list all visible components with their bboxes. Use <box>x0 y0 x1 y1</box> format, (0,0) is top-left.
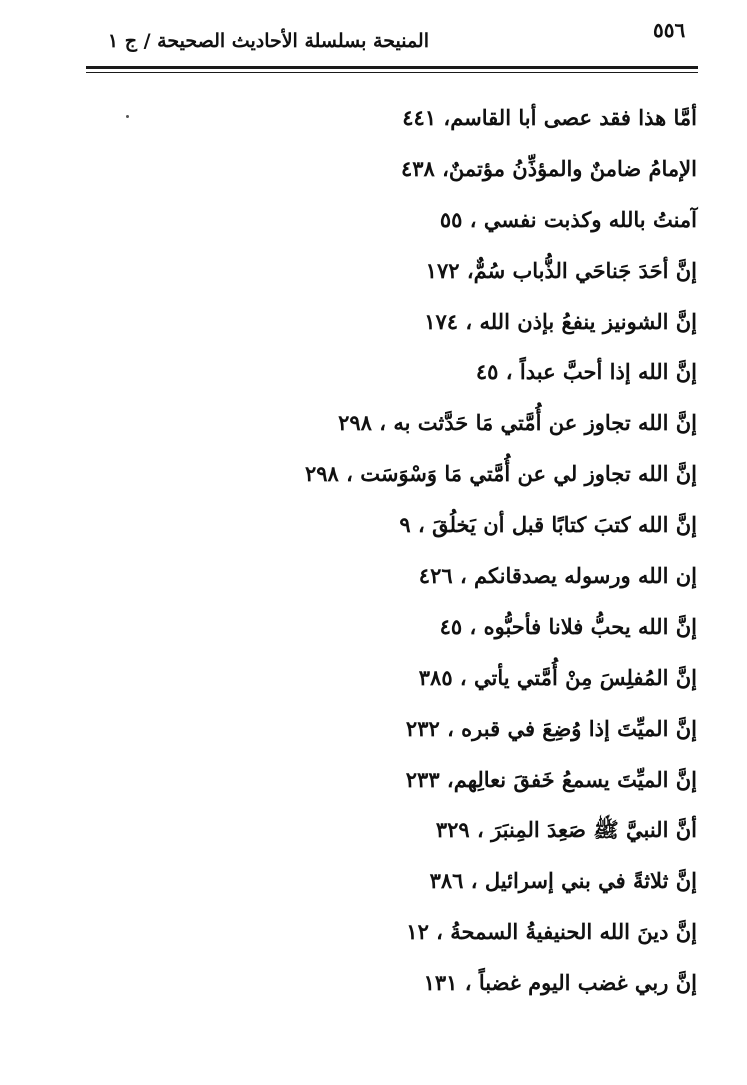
index-entry: آمنتُ بالله وكذبت نفسي ، ٥٥ <box>439 206 697 232</box>
index-entry: إنَّ ربي غضب اليوم غضباً ، ١٣١ <box>423 970 697 996</box>
index-entry: إنَّ ثلاثةً في بني إسرائيل ، ٣٨٦ <box>429 868 697 894</box>
index-entry: إنَّ الميِّتَ يسمعُ خَفقَ نعالِهم، ٢٣٣ <box>405 766 697 792</box>
index-entry: إنَّ الله تجاوز لي عن أُمَّتي مَا وَسْوَسَت ، ٢٩٨ <box>305 461 697 487</box>
index-entry: إنَّ الله كتبَ كتابًا قبل أن يَخلُقَ ، ٩ <box>399 512 697 538</box>
index-entry: إنَّ الميِّتَ إذا وُضِعَ في قبره ، ٢٣٢ <box>405 715 697 741</box>
index-entry: إنَّ الله تجاوز عن أُمَّتي مَا حَدَّثت به ، ٢٩٨ <box>338 410 697 436</box>
index-entry: إنَّ الله إذا أحبَّ عبداً ، ٤٥ <box>475 359 697 385</box>
index-entry: أنَّ النبيَّ ﷺ صَعِدَ المِنبَرَ ، ٣٢٩ <box>435 817 697 843</box>
running-title: المنيحة بسلسلة الأحاديث الصحيحة / ج ١ <box>107 30 429 52</box>
index-entry: أمَّا هذا فقد عصى أبا القاسم، ٤٤١ <box>402 105 697 130</box>
header-rule-thin <box>86 72 698 73</box>
index-entry: إنَّ الله يحبُّ فلانا فأحبُّوه ، ٤٥ <box>439 613 697 639</box>
page-number: ٥٥٦ <box>653 18 686 42</box>
index-entry: إنَّ دينَ الله الحنيفيةُ السمحةُ ، ١٢ <box>406 919 697 945</box>
index-entry: إنَّ المُفلِسَ مِنْ أُمَّتي يأتي ، ٣٨٥ <box>418 664 697 690</box>
index-entry: إنَّ أحَدَ جَناحَي الذُّباب سُمٌّ، ١٧٢ <box>425 257 697 283</box>
hadith-index-list <box>77 101 697 1017</box>
index-entry: الإمامُ ضامنٌ والمؤذِّنُ مؤتمنٌ، ٤٣٨ <box>401 155 697 181</box>
index-entry: إنَّ الشونيز ينفعُ بإذن الله ، ١٧٤ <box>424 308 697 334</box>
header-rule-thick <box>86 66 698 69</box>
index-entry: إن الله ورسوله يصدقانكم ، ٤٢٦ <box>418 563 697 589</box>
